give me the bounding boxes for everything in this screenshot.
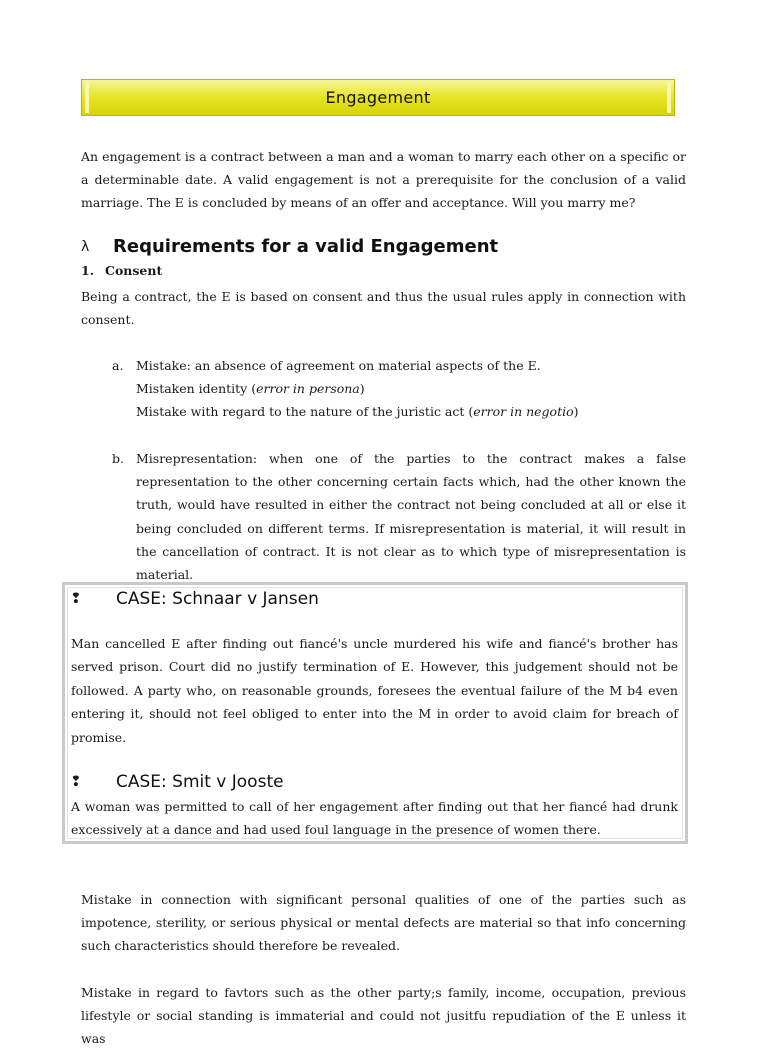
misrepresentation-text: Misrepresentation: when one of the parties to the contract makes a false representation to the other concerning certain facts which, had the other known the truth, would have resulted in either the contract not being concluded at all or else it being concluded on different terms. If misrepresentation is material, it will result in the cancellation of contract. It is not clear as to which type of misrepresentation is material. [136,451,686,583]
closing-paragraph-2: Mistake in regard to favtors such as the other party;s family, income, occupation, previous lifestyle or social standing is immaterial and could not jusitfu repudiation of the E unless it was [81,985,686,1047]
consent-subheading [81,263,162,278]
requirements-heading [81,236,498,257]
consent-number: 1. [81,263,95,278]
consent-label: Consent [105,263,163,278]
exclamation-bullet-icon: ❢ [70,591,82,607]
case-title: CASE: Smit v Jooste [116,772,284,792]
lambda-bullet-icon: λ [81,238,90,255]
page-title: Engagement [325,88,431,107]
consent-paragraph: Being a contract, the E is based on consent and thus the usual rules apply in connection with consent. [81,289,686,328]
case-title: CASE: Schnaar v Jansen [116,589,319,609]
mistaken-identity-line: Mistaken identity (error in persona) [136,381,365,397]
list-marker: b. [112,451,124,466]
case-text-schnaar: Man cancelled E after finding out fiancé's uncle murdered his wife and fiancé's brother has served prison. Court did no justify termination of E. However, this judgement should not be followed. A party who, on reasonable grounds, foresees the eventual failure of the M b4 even entering it, should not feel obliged to enter into the M in order to avoid claim for breach of promise. [71,636,678,745]
closing-paragraph-1: Mistake in connection with significant personal qualities of one of the parties such as impotence, sterility, or serious physical or mental defects are material so that info concerning such characteristics should therefore be revealed. [81,892,686,954]
exclamation-bullet-icon: ❢ [70,774,82,790]
list-marker: a. [112,358,124,373]
mistake-line: Mistake: an absence of agreement on material aspects of the E. [136,358,541,373]
case-text-smit: A woman was permitted to call of her engagement after finding out that her fiancé had drunk excessively at a dance and had used foul language in the presence of women there. [71,799,678,838]
intro-paragraph: An engagement is a contract between a man and a woman to marry each other on a specific or a determinable date. A valid engagement is not a prerequisite for the conclusion of a valid marriage. The E is concluded by means of an offer and acceptance. Will you marry me? [81,149,686,211]
section-title: Requirements for a valid Engagement [113,236,499,257]
case-heading-smit [70,772,284,792]
case-heading-schnaar [70,589,319,609]
list-item-misrepresentation [112,447,686,586]
list-item-mistake [112,354,686,424]
title-banner [81,79,675,116]
juristic-act-line: Mistake with regard to the nature of the juristic act (error in negotio) [136,404,579,420]
